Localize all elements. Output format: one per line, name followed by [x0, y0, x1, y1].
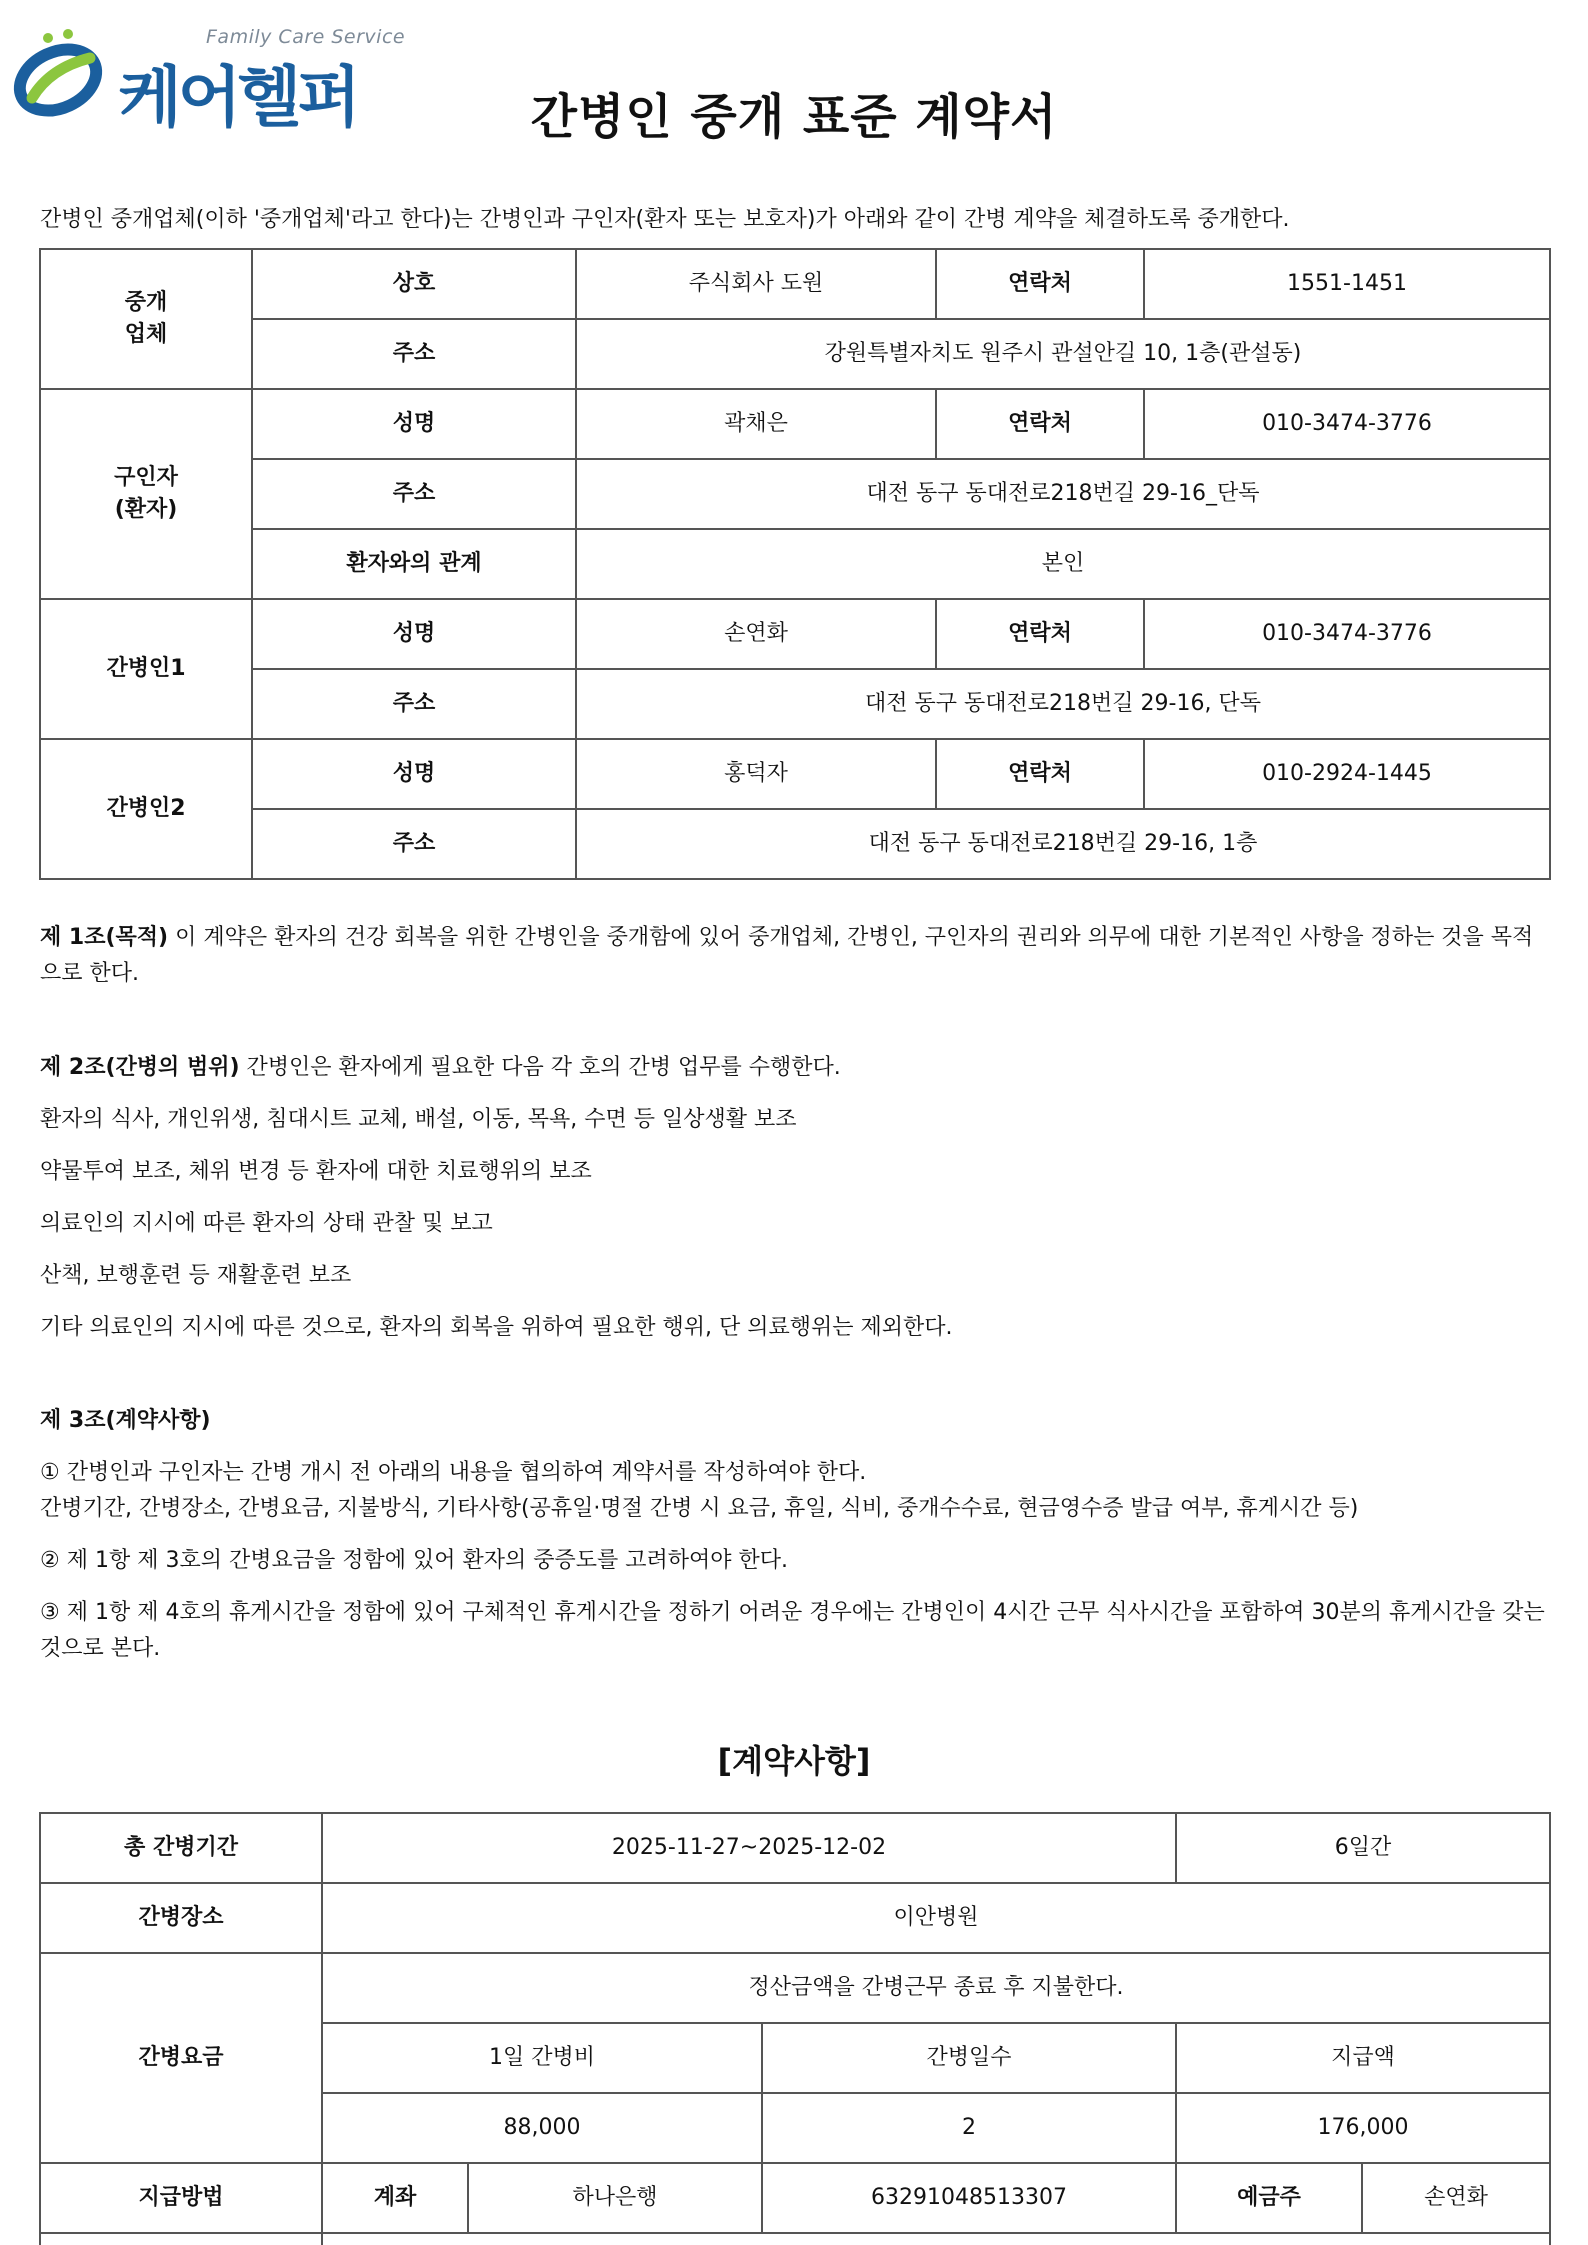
days-total: 6일간: [1176, 1813, 1550, 1883]
contract-table: [39, 1812, 1551, 2245]
daily-fee-value: 88,000: [322, 2093, 762, 2163]
agency-contact-label: 연락처: [936, 249, 1144, 319]
period-value: 2025-11-27~2025-12-02: [322, 1813, 1176, 1883]
agency-name-label: 상호: [252, 249, 576, 319]
client-address-label: 주소: [252, 459, 576, 529]
amount-value: 176,000: [1176, 2093, 1550, 2163]
list-item: 약물투여 보조, 체위 변경 등 환자에 대한 치료행위의 보조: [40, 1159, 592, 1184]
client-group-label: 구인자 (환자): [40, 389, 252, 599]
caregiver2-contact-label: 연락처: [936, 739, 1144, 809]
table-row: [40, 459, 1550, 529]
caregiver2-name-label: 성명: [252, 739, 576, 809]
payment-label: 지급방법: [40, 2163, 322, 2233]
table-row: [40, 1813, 1550, 1883]
caregiver1-contact-label: 연락처: [936, 599, 1144, 669]
caregiver2-address-label: 주소: [252, 809, 576, 879]
table-row: [40, 809, 1550, 879]
table-row: [40, 739, 1550, 809]
caregiver1-address: 대전 동구 동대전로218번길 29-16, 단독: [576, 669, 1550, 739]
next-row-cell: [40, 2233, 322, 2245]
fee-note: 정산금액을 간병근무 종료 후 지불한다.: [322, 1953, 1550, 2023]
article-3-para-2: ② 제 1항 제 3호의 간병요금을 정함에 있어 환자의 중증도를 고려하여야 한다.: [40, 1548, 788, 1573]
place-value: 이안병원: [322, 1883, 1550, 1953]
table-row: [40, 599, 1550, 669]
list-item: 환자의 식사, 개인위생, 침대시트 교체, 배설, 이동, 목욕, 수면 등 일상생활 보조: [40, 1107, 797, 1132]
agency-address-label: 주소: [252, 319, 576, 389]
client-relation-label: 환자와의 관계: [252, 529, 576, 599]
list-item: 의료인의 지시에 따른 환자의 상태 관찰 및 보고: [40, 1211, 493, 1236]
article-2: [40, 1050, 1550, 1346]
client-address: 대전 동구 동대전로218번길 29-16_단독: [576, 459, 1550, 529]
table-row: [40, 389, 1550, 459]
next-row-cell: [322, 2233, 1550, 2245]
days-label: 간병일수: [762, 2023, 1176, 2093]
client-contact-label: 연락처: [936, 389, 1144, 459]
fee-label: 간병요금: [40, 1953, 322, 2163]
article-2-heading: 제 2조(간병의 범위): [40, 1055, 240, 1080]
table-row: [40, 2233, 1550, 2245]
table-row: [40, 2163, 1550, 2233]
caregiver2-contact: 010-2924-1445: [1144, 739, 1550, 809]
caregiver1-contact: 010-3474-3776: [1144, 599, 1550, 669]
holder-label: 예금주: [1176, 2163, 1362, 2233]
parties-table: [39, 248, 1551, 880]
article-1-text: 이 계약은 환자의 건강 회복을 위한 간병인을 중개함에 있어 중개업체, 간병인, 구인자의 권리와 의무에 대한 기본적인 사항을 정하는 것을 목적으로 한다.: [40, 925, 1534, 986]
article-3-heading: 제 3조(계약사항): [40, 1408, 211, 1433]
period-label: 총 간병기간: [40, 1813, 322, 1883]
agency-group-label: 중개 업체: [40, 249, 252, 389]
agency-name: 주식회사 도원: [576, 249, 936, 319]
contract-section-title: [계약사항]: [717, 1742, 871, 1780]
table-row: [40, 319, 1550, 389]
daily-fee-label: 1일 간병비: [322, 2023, 762, 2093]
client-name: 곽채은: [576, 389, 936, 459]
account-number: 63291048513307: [762, 2163, 1176, 2233]
table-row: [40, 529, 1550, 599]
bank-name: 하나은행: [468, 2163, 762, 2233]
document-title: 간병인 중개 표준 계약서: [530, 89, 1058, 145]
amount-label: 지급액: [1176, 2023, 1550, 2093]
caregiver1-address-label: 주소: [252, 669, 576, 739]
place-label: 간병장소: [40, 1883, 322, 1953]
article-3-para-1b: 간병기간, 간병장소, 간병요금, 지불방식, 기타사항(공휴일·명절 간병 시 요금, 휴일, 식비, 중개수수료, 현금영수증 발급 여부, 휴게시간 등): [40, 1496, 1359, 1521]
caregiver2-name: 홍덕자: [576, 739, 936, 809]
caregiver2-address: 대전 동구 동대전로218번길 29-16, 1층: [576, 809, 1550, 879]
client-contact: 010-3474-3776: [1144, 389, 1550, 459]
agency-address: 강원특별자치도 원주시 관설안길 10, 1층(관설동): [576, 319, 1550, 389]
caregiver1-name-label: 성명: [252, 599, 576, 669]
client-name-label: 성명: [252, 389, 576, 459]
intro-text: 간병인 중개업체(이하 '중개업체'라고 한다)는 간병인과 구인자(환자 또는 보호자)가 아래와 같이 간병 계약을 체결하도록 중개한다.: [40, 207, 1290, 232]
caregiver1-name: 손연화: [576, 599, 936, 669]
agency-contact: 1551-1451: [1144, 249, 1550, 319]
article-3-para-1: ① 간병인과 구인자는 간병 개시 전 아래의 내용을 협의하여 계약서를 작성하여야 한다.: [40, 1460, 867, 1485]
days-value: 2: [762, 2093, 1176, 2163]
holder-name: 손연화: [1362, 2163, 1550, 2233]
caregiver2-group-label: 간병인2: [40, 739, 252, 879]
table-row: [40, 1883, 1550, 1953]
list-item: 기타 의료인의 지시에 따른 것으로, 환자의 회복을 위하여 필요한 행위, 단 의료행위는 제외한다.: [40, 1315, 953, 1340]
caregiver1-group-label: 간병인1: [40, 599, 252, 739]
article-1-heading: 제 1조(목적): [40, 925, 169, 950]
article-1: [40, 920, 1550, 992]
list-item: 산책, 보행훈련 등 재활훈련 보조: [40, 1263, 352, 1288]
logo-tagline: Family Care Service: [206, 26, 406, 48]
table-row: [40, 1953, 1550, 2023]
table-row: [40, 669, 1550, 739]
article-3-para-3: ③ 제 1항 제 4호의 휴게시간을 정함에 있어 구체적인 휴게시간을 정하기 어려운 경우에는 간병인이 4시간 근무 식사시간을 포함하여 30분의 휴게시간을 갖는 것으로 본다.: [40, 1600, 1545, 1661]
article-2-text: 간병인은 환자에게 필요한 다음 각 호의 간병 업무를 수행한다.: [239, 1055, 841, 1080]
client-relation: 본인: [576, 529, 1550, 599]
account-label: 계좌: [322, 2163, 468, 2233]
logo-brand: 케어헬퍼: [118, 59, 358, 136]
article-3: [40, 1403, 1550, 1667]
table-row: [40, 249, 1550, 319]
